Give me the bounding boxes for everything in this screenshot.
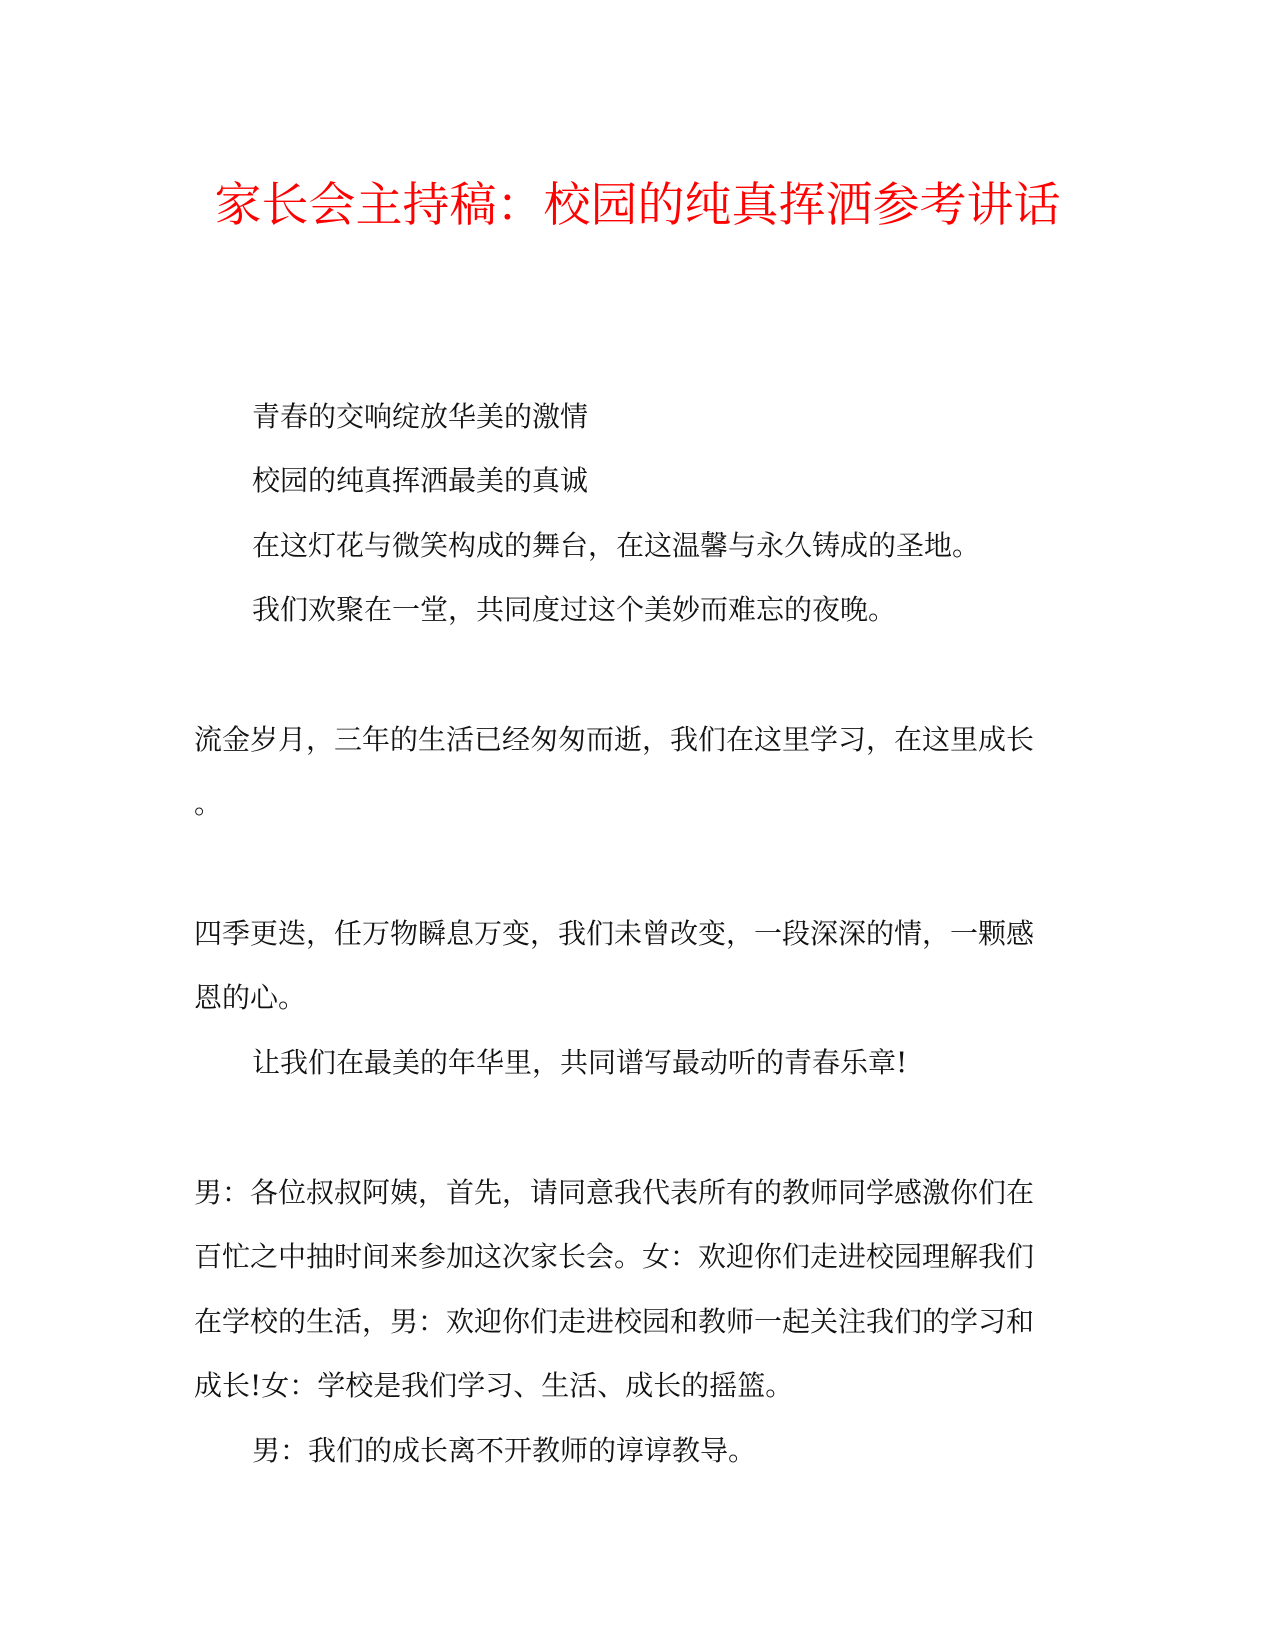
text-line: 男：我们的成长离不开教师的谆谆教导。 xyxy=(252,1434,757,1467)
text-line: 我们欢聚在一堂，共同度过这个美妙而难忘的夜晚。 xyxy=(252,593,897,626)
text-line: 恩的心。 xyxy=(194,981,307,1014)
text-line: 四季更迭，任万物瞬息万变，我们未曾改变，一段深深的情，一颗感 xyxy=(194,917,1035,950)
text-line: 让我们在最美的年华里，共同谱写最动听的青春乐章! xyxy=(252,1046,908,1079)
text-line: 。 xyxy=(194,787,223,820)
text-line: 在这灯花与微笑构成的舞台，在这温馨与永久铸成的圣地。 xyxy=(252,529,981,562)
text-line: 青春的交响绽放华美的激情 xyxy=(252,400,589,433)
text-line: 男：各位叔叔阿姨，首先，请同意我代表所有的教师同学感激你们在 xyxy=(194,1176,1035,1209)
document-title: 家长会主持稿：校园的纯真挥洒参考讲话 xyxy=(214,178,1061,233)
text-line: 流金岁月，三年的生活已经匆匆而逝，我们在这里学习，在这里成长 xyxy=(194,723,1035,756)
text-line: 成长!女：学校是我们学习、生活、成长的摇篮。 xyxy=(194,1369,794,1402)
text-line: 在学校的生活，男：欢迎你们走进校园和教师一起关注我们的学习和 xyxy=(194,1305,1035,1338)
text-line: 百忙之中抽时间来参加这次家长会。女：欢迎你们走进校园理解我们 xyxy=(194,1240,1035,1273)
text-line: 校园的纯真挥洒最美的真诚 xyxy=(252,464,589,497)
